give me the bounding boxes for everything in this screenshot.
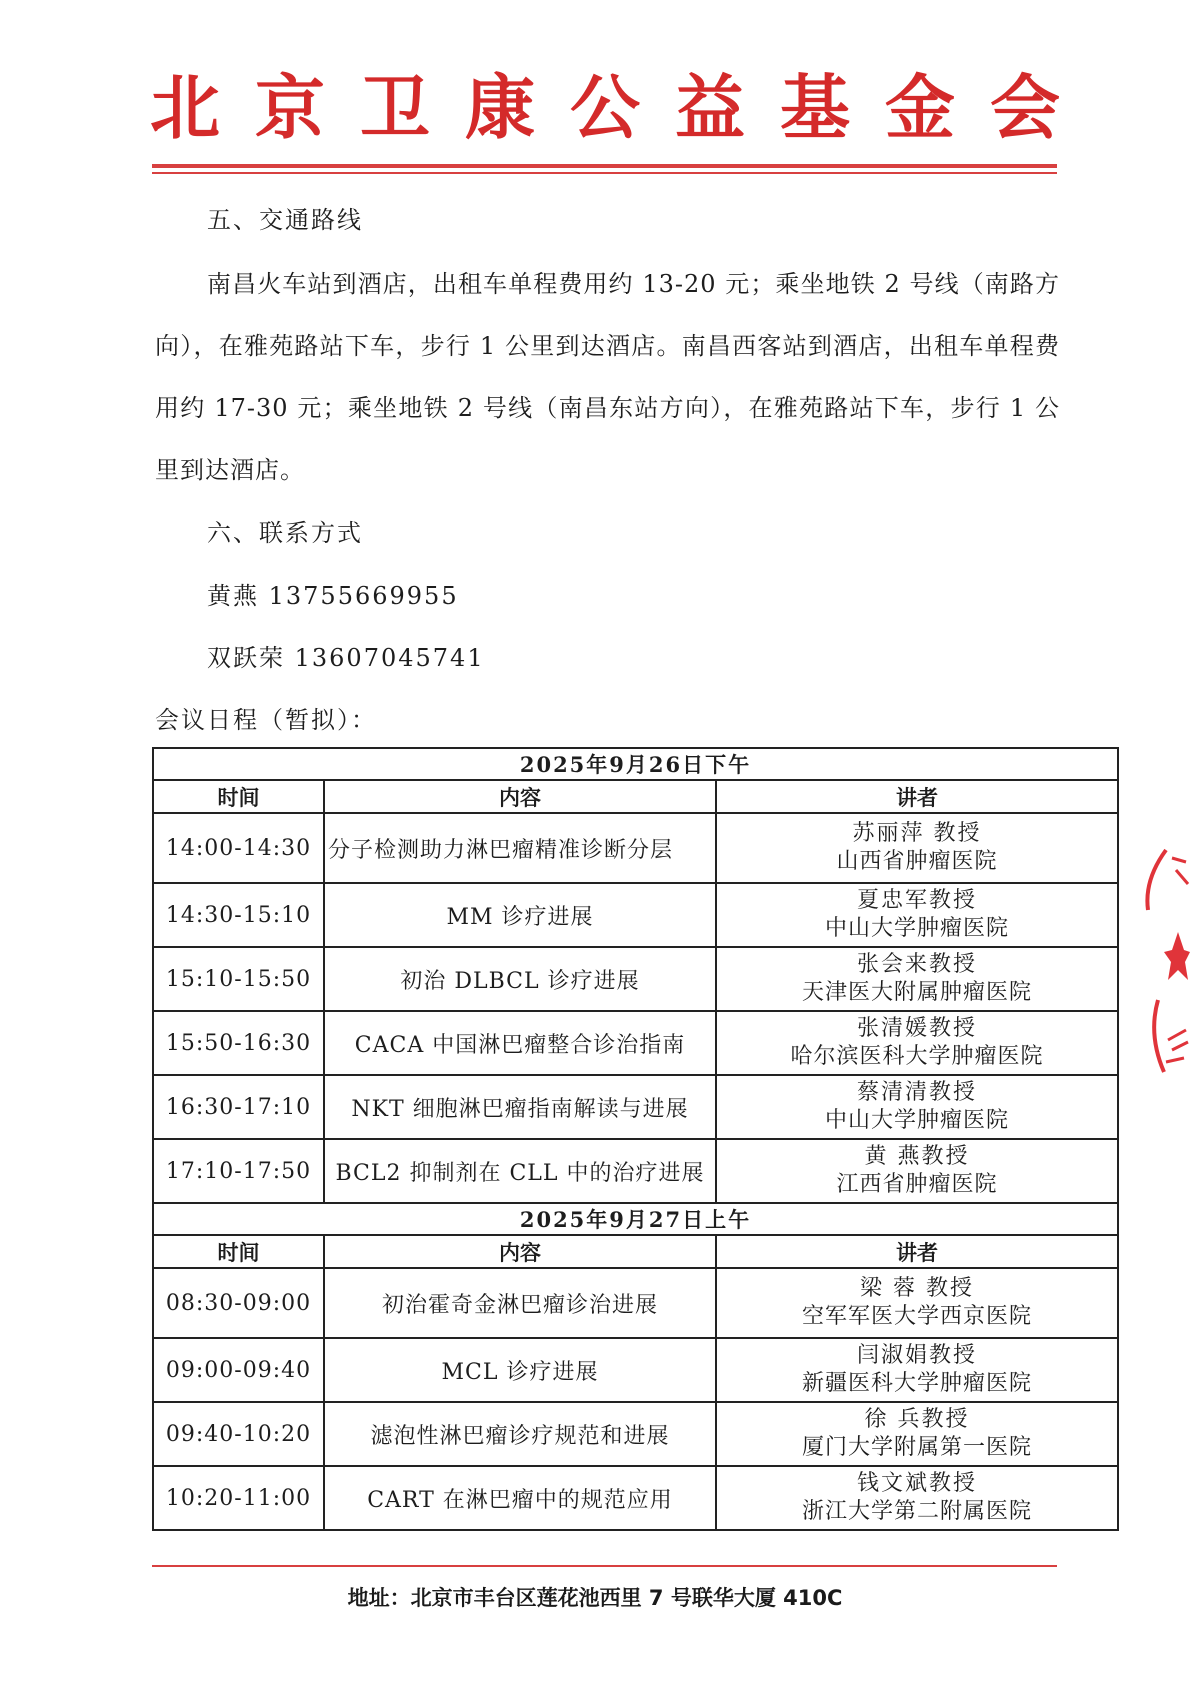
topic-cell: MM 诊疗进展 (324, 883, 716, 947)
speaker-cell (716, 813, 1118, 883)
letterhead-char: 京 (255, 66, 325, 149)
time-header: 时间 (153, 1235, 324, 1268)
table-row (153, 1011, 1118, 1075)
letterhead-char: 会 (990, 66, 1060, 149)
time-cell: 15:10-15:50 (153, 947, 324, 1011)
topic-cell: 滤泡性淋巴瘤诊疗规范和进展 (324, 1402, 716, 1466)
speaker-name: 张会来教授 (856, 952, 977, 977)
letterhead-title (150, 68, 1060, 148)
header-row (153, 1235, 1118, 1268)
speaker-hospital: 天津医大附属肿瘤医院 (801, 980, 1032, 1005)
speaker-hospital: 浙江大学第二附属医院 (801, 1499, 1032, 1524)
time-cell: 08:30-09:00 (153, 1268, 324, 1338)
table-row (153, 813, 1118, 883)
letterhead-char: 康 (465, 66, 535, 149)
time-cell: 09:00-09:40 (153, 1338, 324, 1402)
table-row (153, 1268, 1118, 1338)
table-row (153, 1402, 1118, 1466)
speaker-name: 张清媛教授 (856, 1016, 977, 1041)
speaker-name: 苏丽萍 教授 (852, 821, 982, 846)
speaker-cell (716, 1139, 1118, 1203)
letterhead-char: 卫 (360, 66, 430, 149)
speaker-cell (716, 1466, 1118, 1530)
topic-cell: CACA 中国淋巴瘤整合诊治指南 (324, 1011, 716, 1075)
footer-address: 地址：北京市丰台区莲花池西里 7 号联华大厦 410C (347, 1586, 843, 1610)
letterhead-rule-thick (152, 164, 1057, 168)
topic-header: 内容 (324, 1235, 716, 1268)
footer-rule (152, 1565, 1057, 1567)
contact-heading: 六、联系方式 (207, 519, 363, 547)
speaker-hospital: 山西省肿瘤医院 (836, 849, 998, 874)
contact-line: 双跃荣 13607045741 (207, 644, 485, 672)
date-cell: 2025年9月27日上午 (153, 1203, 1118, 1235)
letterhead-char: 北 (150, 66, 220, 149)
date-row (153, 748, 1118, 780)
header-row (153, 780, 1118, 813)
time-cell: 16:30-17:10 (153, 1075, 324, 1139)
time-cell: 15:50-16:30 (153, 1011, 324, 1075)
topic-cell: 初治霍奇金淋巴瘤诊治进展 (324, 1268, 716, 1338)
topic-header: 内容 (324, 780, 716, 813)
schedule-table (152, 747, 1119, 1531)
speaker-name: 夏忠军教授 (856, 888, 977, 913)
speaker-hospital: 新疆医科大学肿瘤医院 (801, 1371, 1032, 1396)
letterhead-rule-thin (152, 172, 1057, 174)
seal-stamp-partial (1138, 840, 1190, 1090)
table-row (153, 1466, 1118, 1530)
table-row (153, 947, 1118, 1011)
time-cell: 14:30-15:10 (153, 883, 324, 947)
speaker-name: 徐 兵教授 (864, 1407, 970, 1432)
letterhead-char: 益 (675, 66, 745, 149)
speaker-hospital: 厦门大学附属第一医院 (801, 1435, 1032, 1460)
table-row (153, 883, 1118, 947)
time-cell: 09:40-10:20 (153, 1402, 324, 1466)
speaker-name: 黄 燕教授 (864, 1144, 970, 1169)
letterhead-char: 金 (885, 66, 955, 149)
time-header: 时间 (153, 780, 324, 813)
speaker-cell (716, 1075, 1118, 1139)
date-row (153, 1203, 1118, 1235)
speaker-hospital: 中山大学肿瘤医院 (824, 1108, 1009, 1133)
table-row (153, 1075, 1118, 1139)
letterhead-char: 公 (570, 66, 640, 149)
table-row (153, 1139, 1118, 1203)
transport-text: 南昌火车站到酒店，出租车单程费用约 13-20 元；乘坐地铁 2 号线（南路方向），在雅苑路站下车，步行 1 公里到达酒店。南昌西客站到酒店，出租车单程费用约 17-30 元；乘坐地铁 2 号线（南昌东站方向），在雅苑路站下车，步行 1 公里到达酒店。 (155, 270, 1060, 484)
transport-heading: 五、交通路线 (207, 206, 363, 234)
speaker-hospital: 江西省肿瘤医院 (836, 1172, 998, 1197)
speaker-cell (716, 1011, 1118, 1075)
speaker-hospital: 哈尔滨医科大学肿瘤医院 (790, 1044, 1044, 1069)
speaker-hospital: 中山大学肿瘤医院 (824, 916, 1009, 941)
speaker-name: 钱文斌教授 (856, 1471, 977, 1496)
speaker-cell (716, 947, 1118, 1011)
speaker-cell (716, 1402, 1118, 1466)
speaker-name: 闫淑娟教授 (856, 1343, 977, 1368)
speaker-hospital: 空军军医大学西京医院 (801, 1304, 1032, 1329)
speaker-header: 讲者 (716, 780, 1118, 813)
table-row (153, 1338, 1118, 1402)
speaker-header: 讲者 (716, 1235, 1118, 1268)
speaker-cell (716, 1338, 1118, 1402)
topic-cell: 初治 DLBCL 诊疗进展 (324, 947, 716, 1011)
time-cell: 14:00-14:30 (153, 813, 324, 883)
speaker-cell (716, 1268, 1118, 1338)
topic-cell: BCL2 抑制剂在 CLL 中的治疗进展 (324, 1139, 716, 1203)
topic-cell: MCL 诊疗进展 (324, 1338, 716, 1402)
time-cell: 17:10-17:50 (153, 1139, 324, 1203)
topic-cell: 分子检测助力淋巴瘤精准诊断分层 (324, 813, 716, 883)
topic-cell: NKT 细胞淋巴瘤指南解读与进展 (324, 1075, 716, 1139)
date-cell: 2025年9月26日下午 (153, 748, 1118, 780)
topic-cell: CART 在淋巴瘤中的规范应用 (324, 1466, 716, 1530)
time-cell: 10:20-11:00 (153, 1466, 324, 1530)
speaker-cell (716, 883, 1118, 947)
speaker-name: 蔡清清教授 (856, 1080, 977, 1105)
letterhead-char: 基 (780, 66, 850, 149)
schedule-title: 会议日程（暂拟）： (155, 706, 377, 734)
speaker-name: 梁 蓉 教授 (860, 1276, 974, 1301)
contact-line: 黄燕 13755669955 (207, 582, 459, 610)
